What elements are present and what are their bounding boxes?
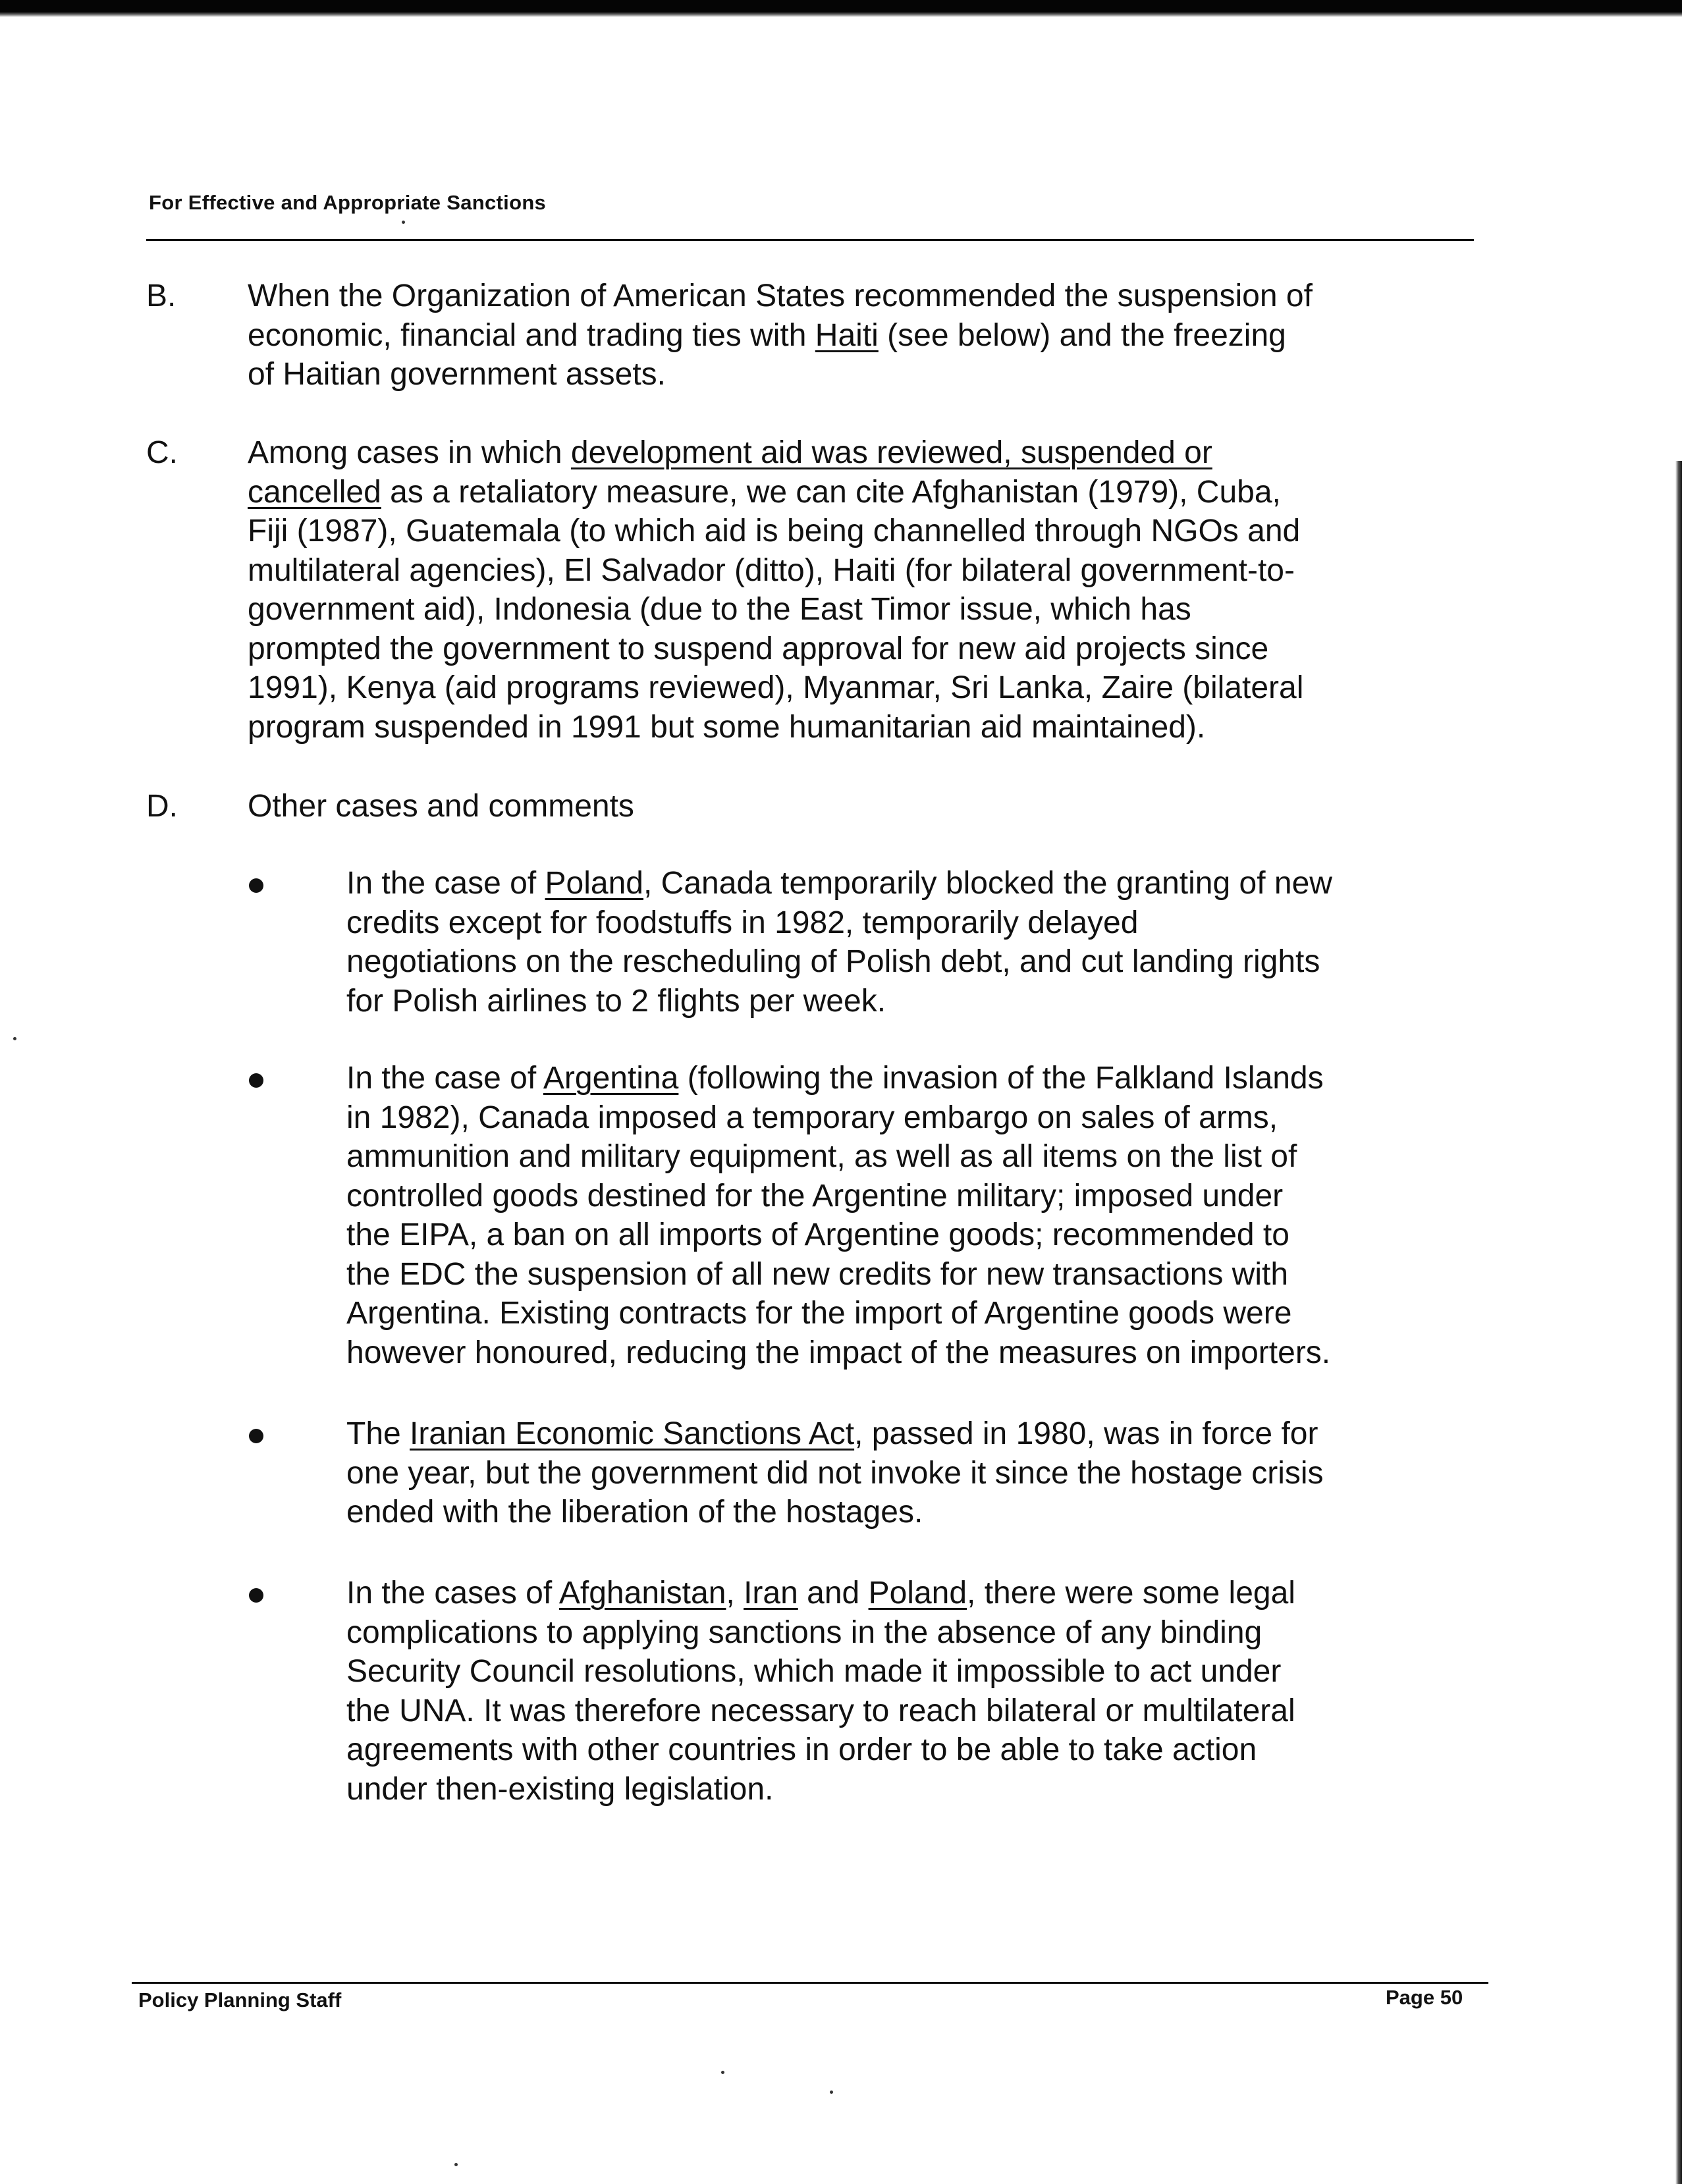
footer-title: Policy Planning Staff bbox=[138, 1988, 342, 2011]
text-line: the EIPA, a ban on all imports of Argentine goods; recommended to bbox=[346, 1217, 1289, 1252]
scan-speck bbox=[402, 221, 405, 224]
text-line: prompted the government to suspend approval for new aid projects since bbox=[248, 631, 1269, 666]
text-line: In the case of Argentina (following the invasion of the Falkland Islands bbox=[346, 1061, 1324, 1096]
underlined-term: Iran bbox=[744, 1576, 798, 1611]
text-line: under then-existing legislation. bbox=[346, 1771, 774, 1807]
scan-speck bbox=[454, 2163, 458, 2166]
bullet-text bbox=[346, 864, 1585, 1021]
text-line: cancelled as a retaliatory measure, we can cite Afghanistan (1979), Cuba, bbox=[248, 474, 1281, 510]
underlined-term: Haiti bbox=[815, 317, 879, 353]
underlined-term: Iranian Economic Sanctions Act bbox=[410, 1416, 855, 1451]
text-line: ammunition and military equipment, as well as all items on the list of bbox=[346, 1139, 1297, 1174]
text-line: of Haitian government assets. bbox=[248, 357, 666, 392]
bullet-dot bbox=[249, 1073, 263, 1088]
text-line: When the Organization of American States recommended the suspension of bbox=[248, 279, 1313, 313]
text-line: In the cases of Afghanistan, Iran and Poland, there were some legal bbox=[346, 1576, 1295, 1611]
section-letter: C. bbox=[146, 435, 178, 470]
footer-rule bbox=[132, 1982, 1488, 1984]
bullet-text bbox=[346, 1059, 1585, 1372]
text-line: Other cases and comments bbox=[248, 789, 634, 824]
text-line: ended with the liberation of the hostages. bbox=[346, 1495, 923, 1530]
text-line: The Iranian Economic Sanctions Act, passed in 1980, was in force for bbox=[346, 1416, 1318, 1451]
section-body bbox=[248, 277, 1604, 394]
bullet-text bbox=[346, 1414, 1585, 1532]
scan-speck bbox=[13, 1037, 16, 1040]
text-line: government aid), Indonesia (due to the East Timor issue, which has bbox=[248, 592, 1191, 627]
scan-speck bbox=[721, 2071, 724, 2074]
running-title: For Effective and Appropriate Sanctions bbox=[149, 191, 547, 214]
section-letter: D. bbox=[146, 789, 178, 824]
text-line: Fiji (1987), Guatemala (to which aid is being channelled through NGOs and bbox=[248, 514, 1301, 548]
header-rule bbox=[146, 239, 1474, 241]
text-line: complications to applying sanctions in the absence of any binding bbox=[346, 1614, 1262, 1650]
text-line: for Polish airlines to 2 flights per week. bbox=[346, 983, 886, 1019]
scan-edge-top bbox=[0, 0, 1682, 17]
text-line: program suspended in 1991 but some humanitarian aid maintained). bbox=[248, 709, 1206, 745]
text-line: one year, but the government did not invoke it since the hostage crisis bbox=[346, 1455, 1324, 1491]
underlined-term: development aid was reviewed, suspended or bbox=[570, 435, 1212, 470]
section-letter: B. bbox=[146, 279, 176, 313]
underlined-term: Argentina bbox=[543, 1061, 679, 1096]
text-line: controlled goods destined for the Argentine military; imposed under bbox=[346, 1178, 1284, 1213]
underlined-term: Afghanistan bbox=[558, 1576, 726, 1611]
text-line: 1991), Kenya (aid programs reviewed), Myanmar, Sri Lanka, Zaire (bilateral bbox=[248, 670, 1304, 705]
text-line: Security Council resolutions, which made it impossible to act under bbox=[346, 1654, 1282, 1689]
text-line: negotiations on the rescheduling of Polish debt, and cut landing rights bbox=[346, 944, 1320, 979]
page-number: Page 50 bbox=[1386, 1986, 1463, 2009]
text-line: In the case of Poland, Canada temporarily blocked the granting of new bbox=[346, 866, 1332, 901]
text-line: Among cases in which development aid was reviewed, suspended or bbox=[248, 435, 1212, 470]
text-line: in 1982), Canada imposed a temporary embargo on sales of arms, bbox=[346, 1100, 1278, 1135]
section-body bbox=[248, 433, 1604, 747]
text-line: economic, financial and trading ties with Haiti (see below) and the freezing bbox=[248, 317, 1286, 353]
section-body bbox=[248, 787, 1604, 826]
bullet-dot bbox=[249, 878, 263, 893]
text-line: however honoured, reducing the impact of the measures on importers. bbox=[346, 1335, 1331, 1370]
underlined-term: cancelled bbox=[248, 474, 381, 510]
scan-speck bbox=[830, 2091, 833, 2094]
text-line: the EDC the suspension of all new credits for new transactions with bbox=[346, 1256, 1289, 1292]
underlined-term: Poland bbox=[545, 866, 643, 901]
text-line: credits except for foodstuffs in 1982, temporarily delayed bbox=[346, 905, 1139, 940]
underlined-term: Poland bbox=[868, 1576, 967, 1611]
bullet-dot bbox=[249, 1588, 263, 1603]
bullet-dot bbox=[249, 1429, 263, 1443]
text-line: the UNA. It was therefore necessary to reach bilateral or multilateral bbox=[346, 1693, 1295, 1728]
text-line: agreements with other countries in order to be able to take action bbox=[346, 1732, 1257, 1767]
text-line: multilateral agencies), El Salvador (ditto), Haiti (for bilateral government-to- bbox=[248, 552, 1295, 588]
bullet-text bbox=[346, 1574, 1585, 1809]
text-line: Argentina. Existing contracts for the import of Argentine goods were bbox=[346, 1296, 1292, 1331]
scan-edge-right bbox=[1675, 461, 1682, 2184]
